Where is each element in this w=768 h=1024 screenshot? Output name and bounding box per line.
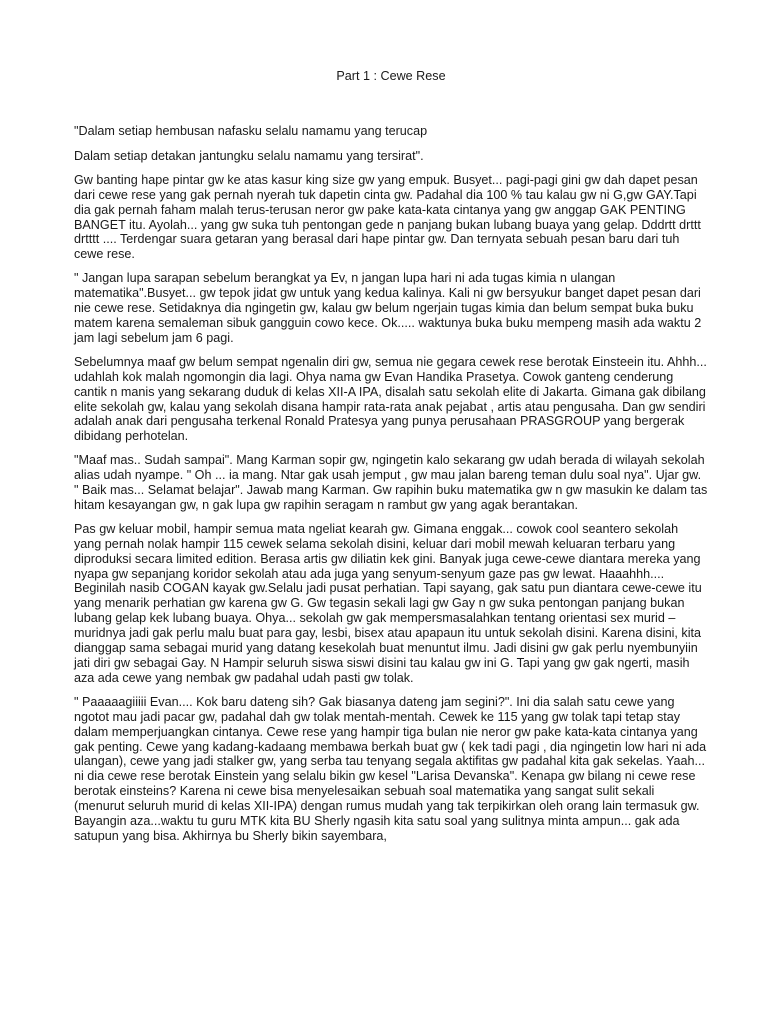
- epigraph-line-2: Dalam setiap detakan jantungku selalu namamu yang tersirat".: [74, 148, 424, 163]
- paragraph-5: Pas gw keluar mobil, hampir semua mata ngeliat kearah gw. Gimana enggak... cowok cool seantero sekolah yang pernah nolak hampir 115 cewek selama sekolah disini, keluar dari mobil mewah keluaran terbaru yang diproduksi secara limited edition. Berasa artis gw diliatin kek gini. Banyak juga cewe-cewe diantara mereka yang nyapa gw sepanjang koridor sekolah atau ada juga yang senyum-senyum gaze pas gw lewat. Haaahhh.... Beginilah nasib COGAN kayak gw.Selalu jadi pusat perhatian. Tapi sayang, gak satu pun diantara cewe-cewe itu yang menarik perhatian gw karena gw G. Gw tegasin sekali lagi gw Gay n gw suka pentongan panjang bukan lubang gelap kek lubang buaya. Ohya... sekolah gw gak mempersmasalahkan tentang orientasi sex murid –muridnya jadi gak perlu malu buat para gay, lesbi, bisex atau apapaun itu untuk sekolah disini. Karena disini, kita dianggap sama sebagai murid yang datang kesekolah buat menuntut ilmu. Jadi disini gw gak perlu nyembunyiin jati diri gw sebagai Gay. N Hampir seluruh siswa siswi disini tau kalau gw ini G. Tapi yang gw gak ngerti, masih aza ada cewe yang nembak gw padahal udah pasti gw tolak.: [74, 521, 702, 685]
- paragraph-1: Gw banting hape pintar gw ke atas kasur king size gw yang empuk. Busyet... pagi-pagi gini gw dah dapet pesan dari cewe rese yang gak pernah nyerah tuk dapetin cinta gw. Padahal dia 100 % tau kalau gw ni G,gw GAY.Tapi dia gak pernah faham malah terus-terusan neror gw pake kata-kata cintanya yang gw anggap GAK PENTING BANGET itu. Ayolah... yang gw suka tuh pentongan gede n panjang bukan lubang buaya yang gelap. Dddrtt drttt drtttt .... Terdengar suara getaran yang berasal dari hape pintar gw. Dan ternyata sebuah pesan baru dari tuh cewe rese.: [74, 172, 701, 262]
- paragraph-4: "Maaf mas.. Sudah sampai". Mang Karman sopir gw, ngingetin kalo sekarang gw udah berada di wilayah sekolah alias udah nyampe. " Oh ... ia mang. Ntar gak usah jemput , gw mau jalan bareng teman dulu soal nya". Ujar gw. " Baik mas... Selamat belajar". Jawab mang Karman. Gw rapihin buku matematika gw n gw masukin ke dalam tas hitam kesayangan gw, n gak lupa gw rapihin seragam n rambut gw yang agak berantakan.: [74, 453, 708, 512]
- paragraph-6: " Paaaaagiiiii Evan.... Kok baru dateng sih? Gak biasanya dateng jam segini?". Ini dia salah satu cewe yang ngotot mau jadi pacar gw, padahal dah gw tolak mentah-mentah. Cewek ke 115 yang gw tolak tapi tetap stay dalam memperjuangkan cintanya. Cewe rese yang hampir tiga bulan nie neror gw pake kata-kata cintanya yang gak penting. Cewe yang kadang-kadaang membawa berkah buat gw ( kek tadi pagi , dia ngingetin low hari ni ada ulangan), cewe yang jadi stalker gw, yang serba tau tenyang segala aktifitas gw padahal kita gak sekelas. Yaah... ni dia cewe rese berotak Einstein yang selalu bikin gw kesel "Larisa Devanska". Kenapa gw bilang ni cewe rese berotak einsteins? Karena ni cewe bisa menyelesaikan sebuah soal matematika yang sangat sulit sekali (menurut seluruh murid di kelas XII-IPA) dengan rumus mudah yang tak terpikirkan oleh orang lain termasuk gw. Bayangin aza...waktu tu guru MTK kita BU Sherly ngasih kita satu soal yang sulitnya minta ampun... gak ada satupun yang bisa. Akhirnya bu Sherly bikin sayembara,: [74, 694, 707, 843]
- epigraph-line-1: "Dalam setiap hembusan nafasku selalu namamu yang terucap: [74, 124, 428, 138]
- chapter-title: Part 1 : Cewe Rese: [336, 69, 446, 83]
- paragraph-2: " Jangan lupa sarapan sebelum berangkat ya Ev, n jangan lupa hari ni ada tugas kimia n ulangan matematika".Busyet... gw tepok jidat gw untuk yang kedua kalinya. Kali ni gw bersyukur banget dapet pesan dari nie cewe rese. Setidaknya dia ngingetin gw, kalau gw belum ngerjain tugas kimia dan belum sempat buka buku matem karena semaleman sibuk gangguin cowo kece. Ok..... waktunya buka buku mempeng masih ada waktu 2 jam lagi sebelum jam 6 pagi.: [74, 271, 702, 345]
- paragraph-3: Sebelumnya maaf gw belum sempat ngenalin diri gw, semua nie gegara cewek rese berotak Einsteein itu. Ahhh... udahlah kok malah ngomongin dia lagi. Ohya nama gw Evan Handika Prasetya. Cowok ganteng cenderung cantik n manis yang sekarang duduk di kelas XII-A IPA, disalah satu sekolah elite di Jakarta. Gimana gak dibilang elite sekolah gw, kalau yang sekolah disana hampir rata-rata anak pejabat , artis atau pengusaha. Dan gw sendiri adalah anak dari pengusaha terkenal Ronald Pratesya yang punya perusahaan PRASGROUP yang bergerak dibidang perhotelan.: [74, 354, 707, 444]
